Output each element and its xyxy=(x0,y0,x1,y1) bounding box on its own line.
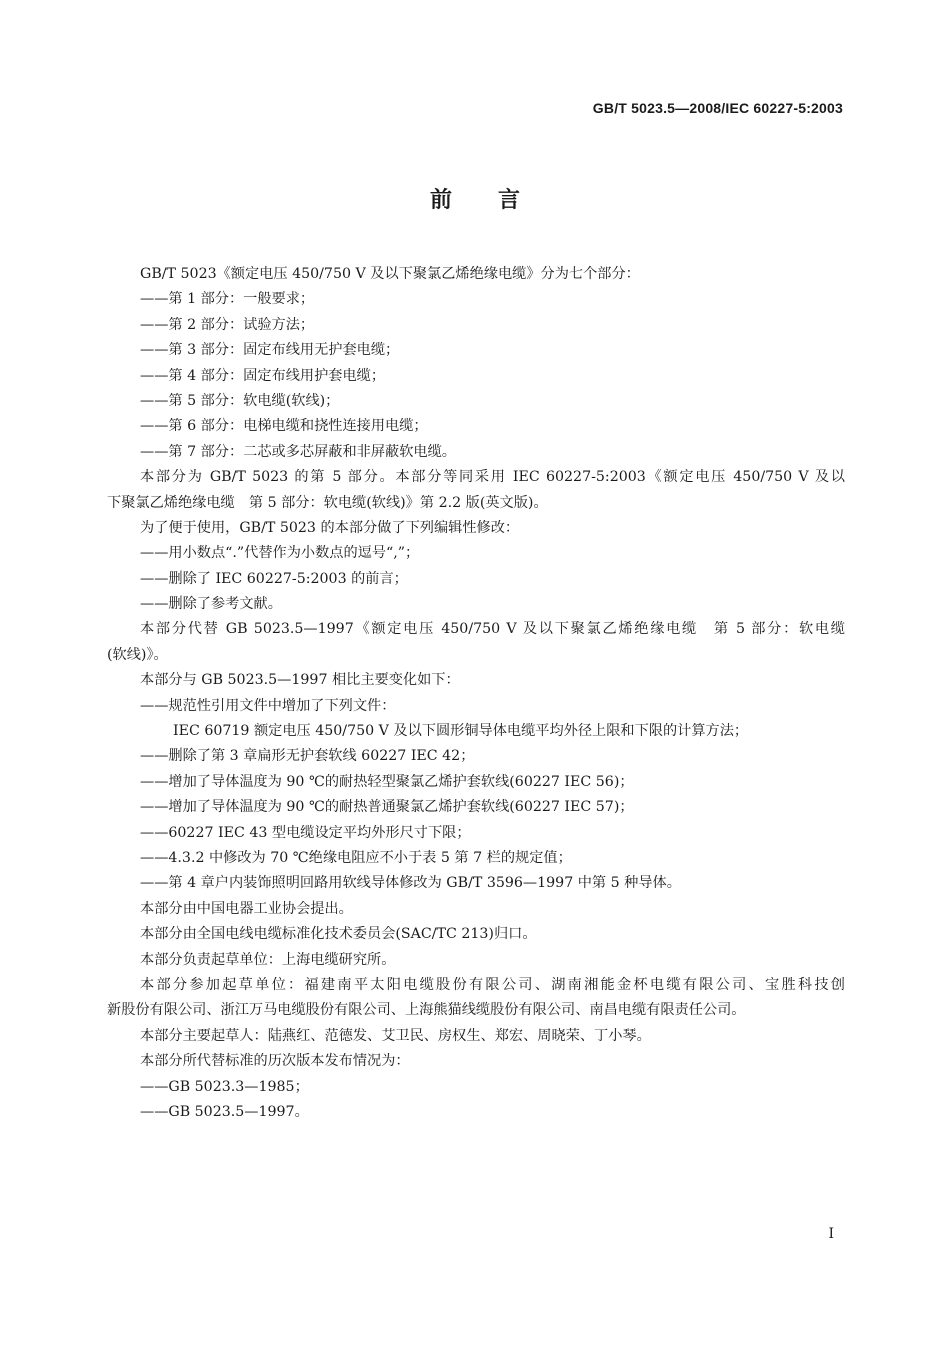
list-item: ——第 7 部分：二芯或多芯屏蔽和非屏蔽软电缆。 xyxy=(140,443,456,460)
paragraph-line: 本部分与 GB 5023.5—1997 相比主要变化如下： xyxy=(140,672,460,689)
list-item: ——第 6 部分：电梯电缆和挠性连接用电缆； xyxy=(140,418,428,435)
page-title: 前言 xyxy=(429,188,566,213)
paragraph-line: 本部分为 GB/T 5023 的第 5 部分。本部分等同采用 IEC 60227-5:2003《额定电压 450/750 V 及以 xyxy=(140,469,845,486)
paragraph-line: 本部分代替 GB 5023.5—1997《额定电压 450/750 V 及以下聚氯乙烯绝缘电缆 第 5 部分：软电缆 xyxy=(140,621,845,638)
list-item: ——60227 IEC 43 型电缆设定平均外形尺寸下限； xyxy=(140,824,471,841)
list-item: ——第 4 章户内装饰照明回路用软线导体修改为 GB/T 3596—1997 中第 5 种导体。 xyxy=(140,875,681,892)
foreword-body xyxy=(107,262,845,1125)
list-item: IEC 60719 额定电压 450/750 V 及以下圆形铜导体电缆平均外径上限和下限的计算方法； xyxy=(173,723,749,740)
paragraph-line: 本部分参加起草单位：福建南平太阳电缆股份有限公司、湖南湘能金杯电缆有限公司、宝胜科技创 xyxy=(140,976,845,993)
page-number: I xyxy=(828,1226,834,1242)
list-item: ——第 4 部分：固定布线用护套电缆； xyxy=(140,367,386,384)
list-item: ——增加了导体温度为 90 ℃的耐热轻型聚氯乙烯护套软线(60227 IEC 56)； xyxy=(140,773,634,790)
list-item: ——GB 5023.3—1985； xyxy=(140,1078,309,1095)
list-item: ——删除了第 3 章扁形无护套软线 60227 IEC 42； xyxy=(140,748,475,765)
paragraph-line: 本部分由中国电器工业协会提出。 xyxy=(140,900,353,917)
paragraph-line: GB/T 5023《额定电压 450/750 V 及以下聚氯乙烯绝缘电缆》分为七个部分： xyxy=(140,266,640,282)
list-item: ——第 3 部分：固定布线用无护套电缆； xyxy=(140,342,400,359)
list-item: ——增加了导体温度为 90 ℃的耐热普通聚氯乙烯护套软线(60227 IEC 57)； xyxy=(140,799,634,816)
paragraph-line: 本部分负责起草单位：上海电缆研究所。 xyxy=(140,951,396,968)
paragraph-line: 本部分所代替标准的历次版本发布情况为： xyxy=(140,1053,410,1070)
document-id-header: GB/T 5023.5—2008/IEC 60227-5:2003 xyxy=(592,100,843,116)
list-item: ——删除了 IEC 60227-5:2003 的前言； xyxy=(140,570,408,587)
paragraph-line: 为了便于使用，GB/T 5023 的本部分做了下列编辑性修改： xyxy=(140,519,520,536)
paragraph-line: 下聚氯乙烯绝缘电缆 第 5 部分：软电缆(软线)》第 2.2 版(英文版)。 xyxy=(107,494,548,511)
list-item: ——第 1 部分：一般要求； xyxy=(140,291,315,308)
list-item: ——用小数点“.”代替作为小数点的逗号“,”； xyxy=(140,545,420,562)
paragraph-line: 新股份有限公司、浙江万马电缆股份有限公司、上海熊猫线缆股份有限公司、南昌电缆有限责任公司。 xyxy=(107,1002,746,1019)
list-item: ——删除了参考文献。 xyxy=(140,596,282,613)
list-item: ——4.3.2 中修改为 70 ℃绝缘电阻应不小于表 5 第 7 栏的规定值； xyxy=(140,849,572,866)
list-item: ——第 5 部分：软电缆(软线)； xyxy=(140,392,340,409)
list-item: ——GB 5023.5—1997。 xyxy=(140,1103,309,1120)
paragraph-line: (软线)》。 xyxy=(107,646,168,663)
list-item: ——第 2 部分：试验方法； xyxy=(140,316,315,333)
paragraph-line: 本部分主要起草人：陆燕红、范德发、艾卫民、房权生、郑宏、周晓荣、丁小琴。 xyxy=(140,1027,651,1044)
list-item: ——规范性引用文件中增加了下列文件： xyxy=(140,697,396,714)
paragraph-line: 本部分由全国电线电缆标准化技术委员会(SAC/TC 213)归口。 xyxy=(140,926,537,943)
